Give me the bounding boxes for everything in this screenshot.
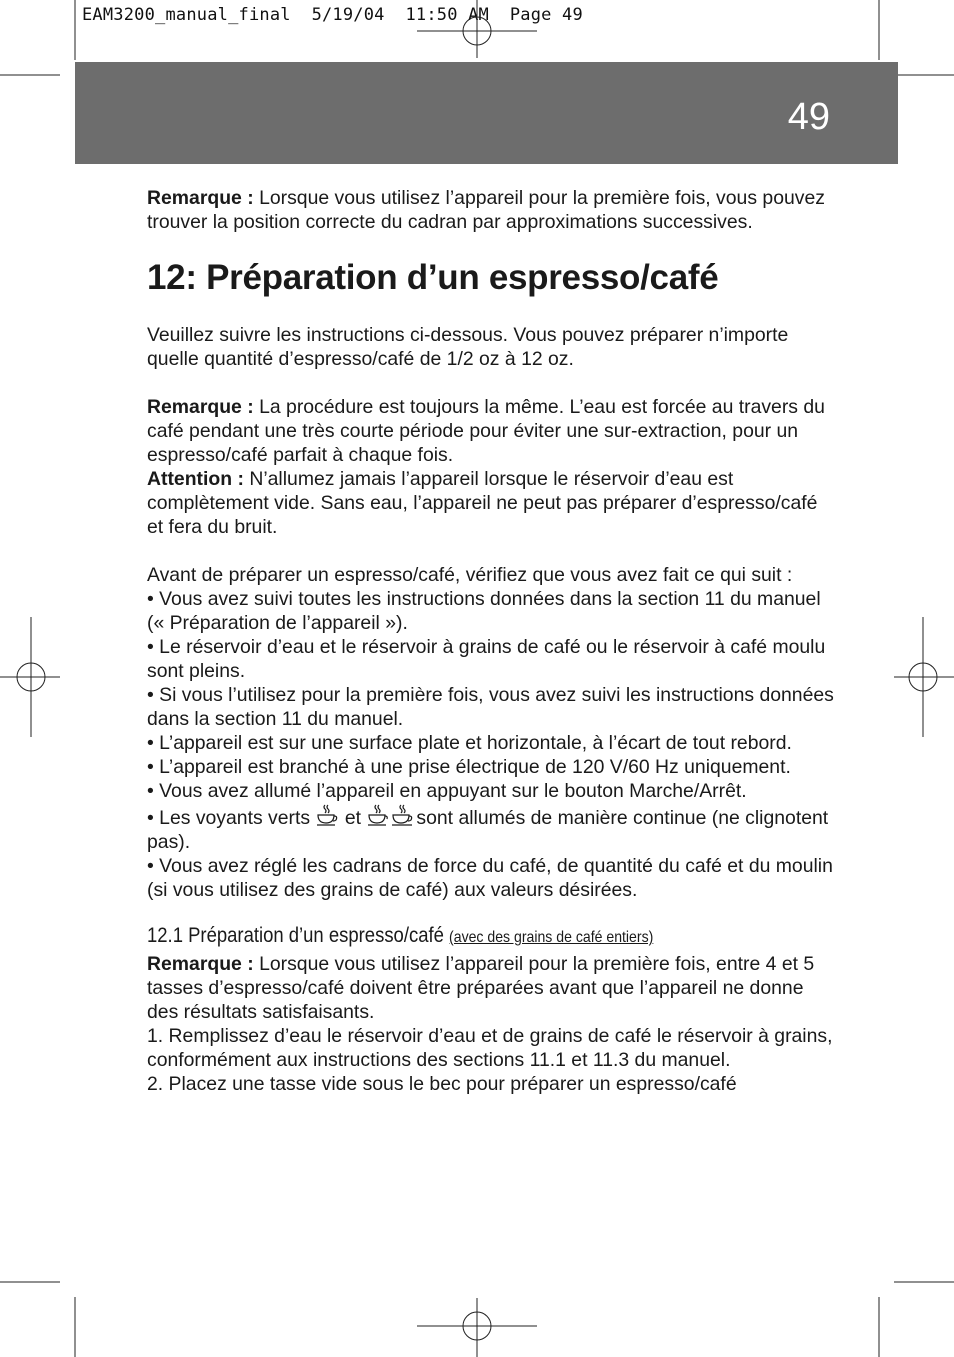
registration-mark-right — [894, 617, 954, 737]
print-slug: EAM3200_manual_final 5/19/04 11:50 AM Page 49 — [82, 5, 583, 25]
section-heading: 12.1 Préparation d’un espresso/café (avec des grains de café entiers) — [147, 924, 654, 947]
note-first-use — [147, 186, 837, 234]
double-cup-steam-icon — [366, 803, 416, 827]
note-label: Remarque : — [147, 396, 254, 418]
registration-mark-top — [417, 0, 537, 58]
note-first-cups — [147, 952, 837, 1024]
header-bar — [75, 62, 898, 164]
registration-mark-bottom — [417, 1298, 537, 1357]
note-text: La procédure est toujours la même. L’eau est forcée au travers du café pendant une très courte période pour éviter une sur-extraction, pour un espresso/café parfait à chaque fois. — [147, 396, 825, 466]
note-procedure — [147, 395, 837, 467]
list-item: • Vous avez suivi toutes les instructions données dans la section 11 du manuel (« Préparation de l’appareil »). — [147, 588, 821, 634]
page-content — [147, 186, 837, 1096]
section-subtitle: (avec des grains de café entiers) — [449, 929, 654, 946]
attention-paragraph — [147, 467, 837, 539]
list-item: • Le réservoir d’eau et le réservoir à grains de café ou le réservoir à café moulu sont pleins. — [147, 636, 826, 682]
attention-text: N’allumez jamais l’appareil lorsque le réservoir d’eau est complètement vide. Sans eau, l’appareil ne peut pas préparer d’espresso/café et fera du bruit. — [147, 468, 818, 538]
registration-mark-left — [0, 617, 60, 737]
step-item: 1. Remplissez d’eau le réservoir d’eau et de grains de café le réservoir à grains, conformément aux instructions des sections 11.1 et 11.3 du manuel. — [147, 1025, 833, 1071]
cup-steam-icon — [315, 803, 339, 827]
note-text: Lorsque vous utilisez l’appareil pour la première fois, vous pouvez trouver la position correcte du cadran par approximations successives. — [147, 187, 825, 233]
list-item: • L’appareil est branché à une prise électrique de 120 V/60 Hz uniquement. — [147, 756, 791, 778]
page-title: 12: Préparation d’un espresso/café — [147, 258, 719, 297]
note-label: Remarque : — [147, 187, 254, 209]
list-item: • Vous avez réglé les cadrans de force du café, de quantité du café et du moulin (si vous utilisez des grains de café) aux valeurs désirées. — [147, 855, 833, 901]
note-text: Lorsque vous utilisez l’appareil pour la première fois, entre 4 et 5 tasses d’espresso/café doivent être préparées avant que l’appareil ne donne des résultats satisfaisants. — [147, 953, 815, 1023]
checklist-intro: Avant de préparer un espresso/café, vérifiez que vous avez fait ce qui suit : — [147, 564, 793, 586]
intro-paragraph: Veuillez suivre les instructions ci-dessous. Vous pouvez préparer n’importe quelle quantité d’espresso/café de 1/2 oz à 12 oz. — [147, 324, 789, 370]
step-item: 2. Placez une tasse vide sous le bec pour préparer un espresso/café — [147, 1073, 737, 1095]
page-number: 49 — [787, 96, 830, 138]
attention-label: Attention : — [147, 468, 244, 490]
list-item: • L’appareil est sur une surface plate et horizontale, à l’écart de tout rebord. — [147, 732, 792, 754]
list-item: • Vous avez allumé l’appareil en appuyant sur le bouton Marche/Arrêt. — [147, 780, 747, 802]
list-item-indicator-lights: • Les voyants verts et sont allumés de manière continue (ne clignotent pas). — [147, 803, 837, 854]
note-label: Remarque : — [147, 953, 254, 975]
list-item: • Si vous l’utilisez pour la première fois, vous avez suivi les instructions données dans la section 11 du manuel. — [147, 684, 834, 730]
